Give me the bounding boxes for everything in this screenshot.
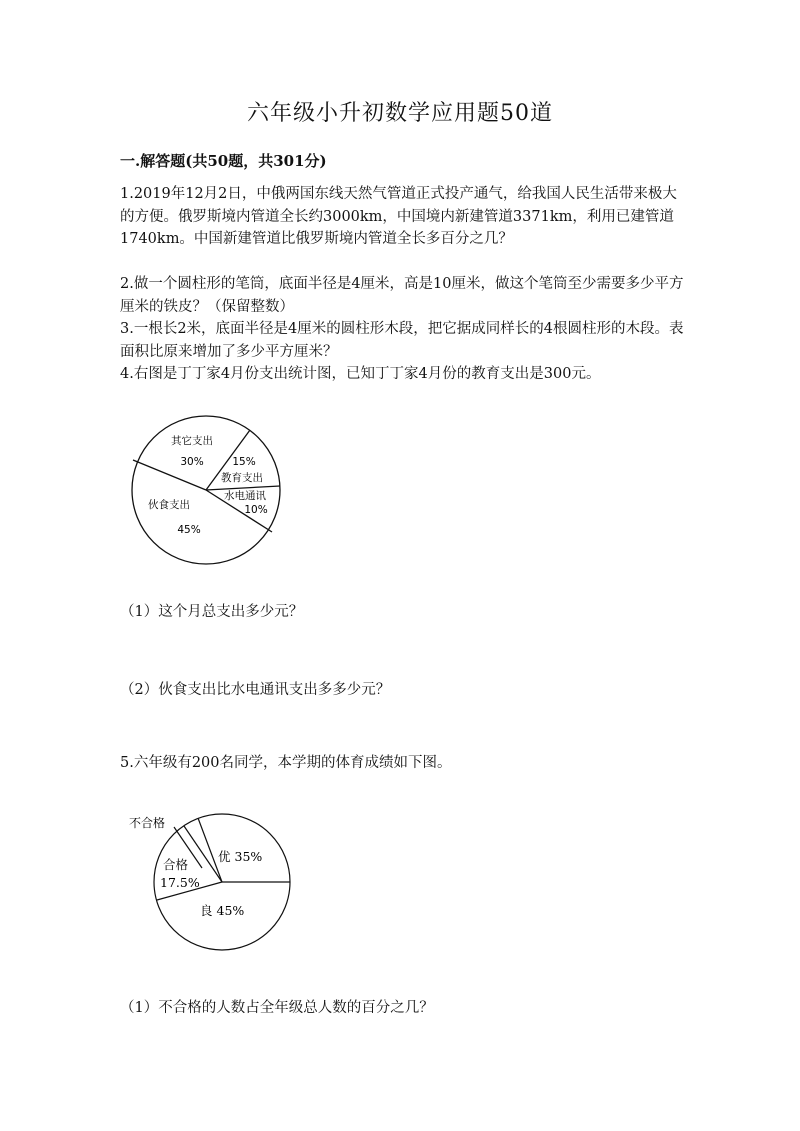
pie2-value-excellent: 35% [234,849,263,864]
pie1-value-utility: 10% [244,504,268,516]
expense-pie-chart [126,412,286,572]
pie1-label-other: 其它支出 [171,435,213,447]
pie1-value-education: 15% [232,456,256,468]
pie2-label-excellent [218,849,262,864]
question-2: 2.做一个圆柱形的笔筒，底面半径是4厘米，高是10厘米，做这个笔筒至少需要多少平方厘米的铁皮？（保留整数） [120,276,684,315]
page-title: 六年级小升初数学应用题50道 [247,101,553,126]
grade-pie-chart [122,806,302,956]
pie1-label-utility: 水电通讯 [224,490,266,502]
pie2-label-good [200,903,244,918]
question-5-sub-1: （1）不合格的人数占全年级总人数的百分之几？ [120,1000,434,1016]
pie1-value-other: 30% [180,456,204,468]
question-4: 4.右图是丁丁家4月份支出统计图，已知丁丁家4月份的教育支出是300元。 [120,366,601,382]
question-3: 3.一根长2米，底面半径是4厘米的圆柱形木段，把它据成同样长的4根圆柱形的木段。表面积比原来增加了多少平方厘米？ [120,321,684,360]
question-1: 1.2019年12月2日，中俄两国东线天然气管道正式投产通气，给我国人民生活带来极大的方便。俄罗斯境内管道全长约3000km，中国境内新建管道3371km，利用已建管道1740km。中国新建管道比俄罗斯境内管道全长多百分之几？ [120,186,677,247]
question-5: 5.六年级有200名同学，本学期的体育成绩如下图。 [120,755,452,771]
question-4-sub-1: （1）这个月总支出多少元？ [120,604,304,620]
pie2-label-good-name: 良 [200,903,213,918]
section-header: 一.解答题(共50题，共301分) [120,152,327,170]
pie2-divider-pass-fail [184,826,222,882]
pie2-label-pass: 合格 [163,857,189,872]
pie2-value-pass: 17.5% [160,875,200,890]
pie2-value-good: 45% [216,903,245,918]
pie1-value-food: 45% [177,524,201,536]
pie2-label-fail: 不合格 [129,816,166,830]
pie2-label-excellent-name: 优 [218,849,231,864]
pie1-label-food: 伙食支出 [148,499,190,511]
question-4-sub-2: （2）伙食支出比水电通讯支出多多少元？ [120,682,391,698]
pie1-label-education: 教育支出 [221,472,263,484]
